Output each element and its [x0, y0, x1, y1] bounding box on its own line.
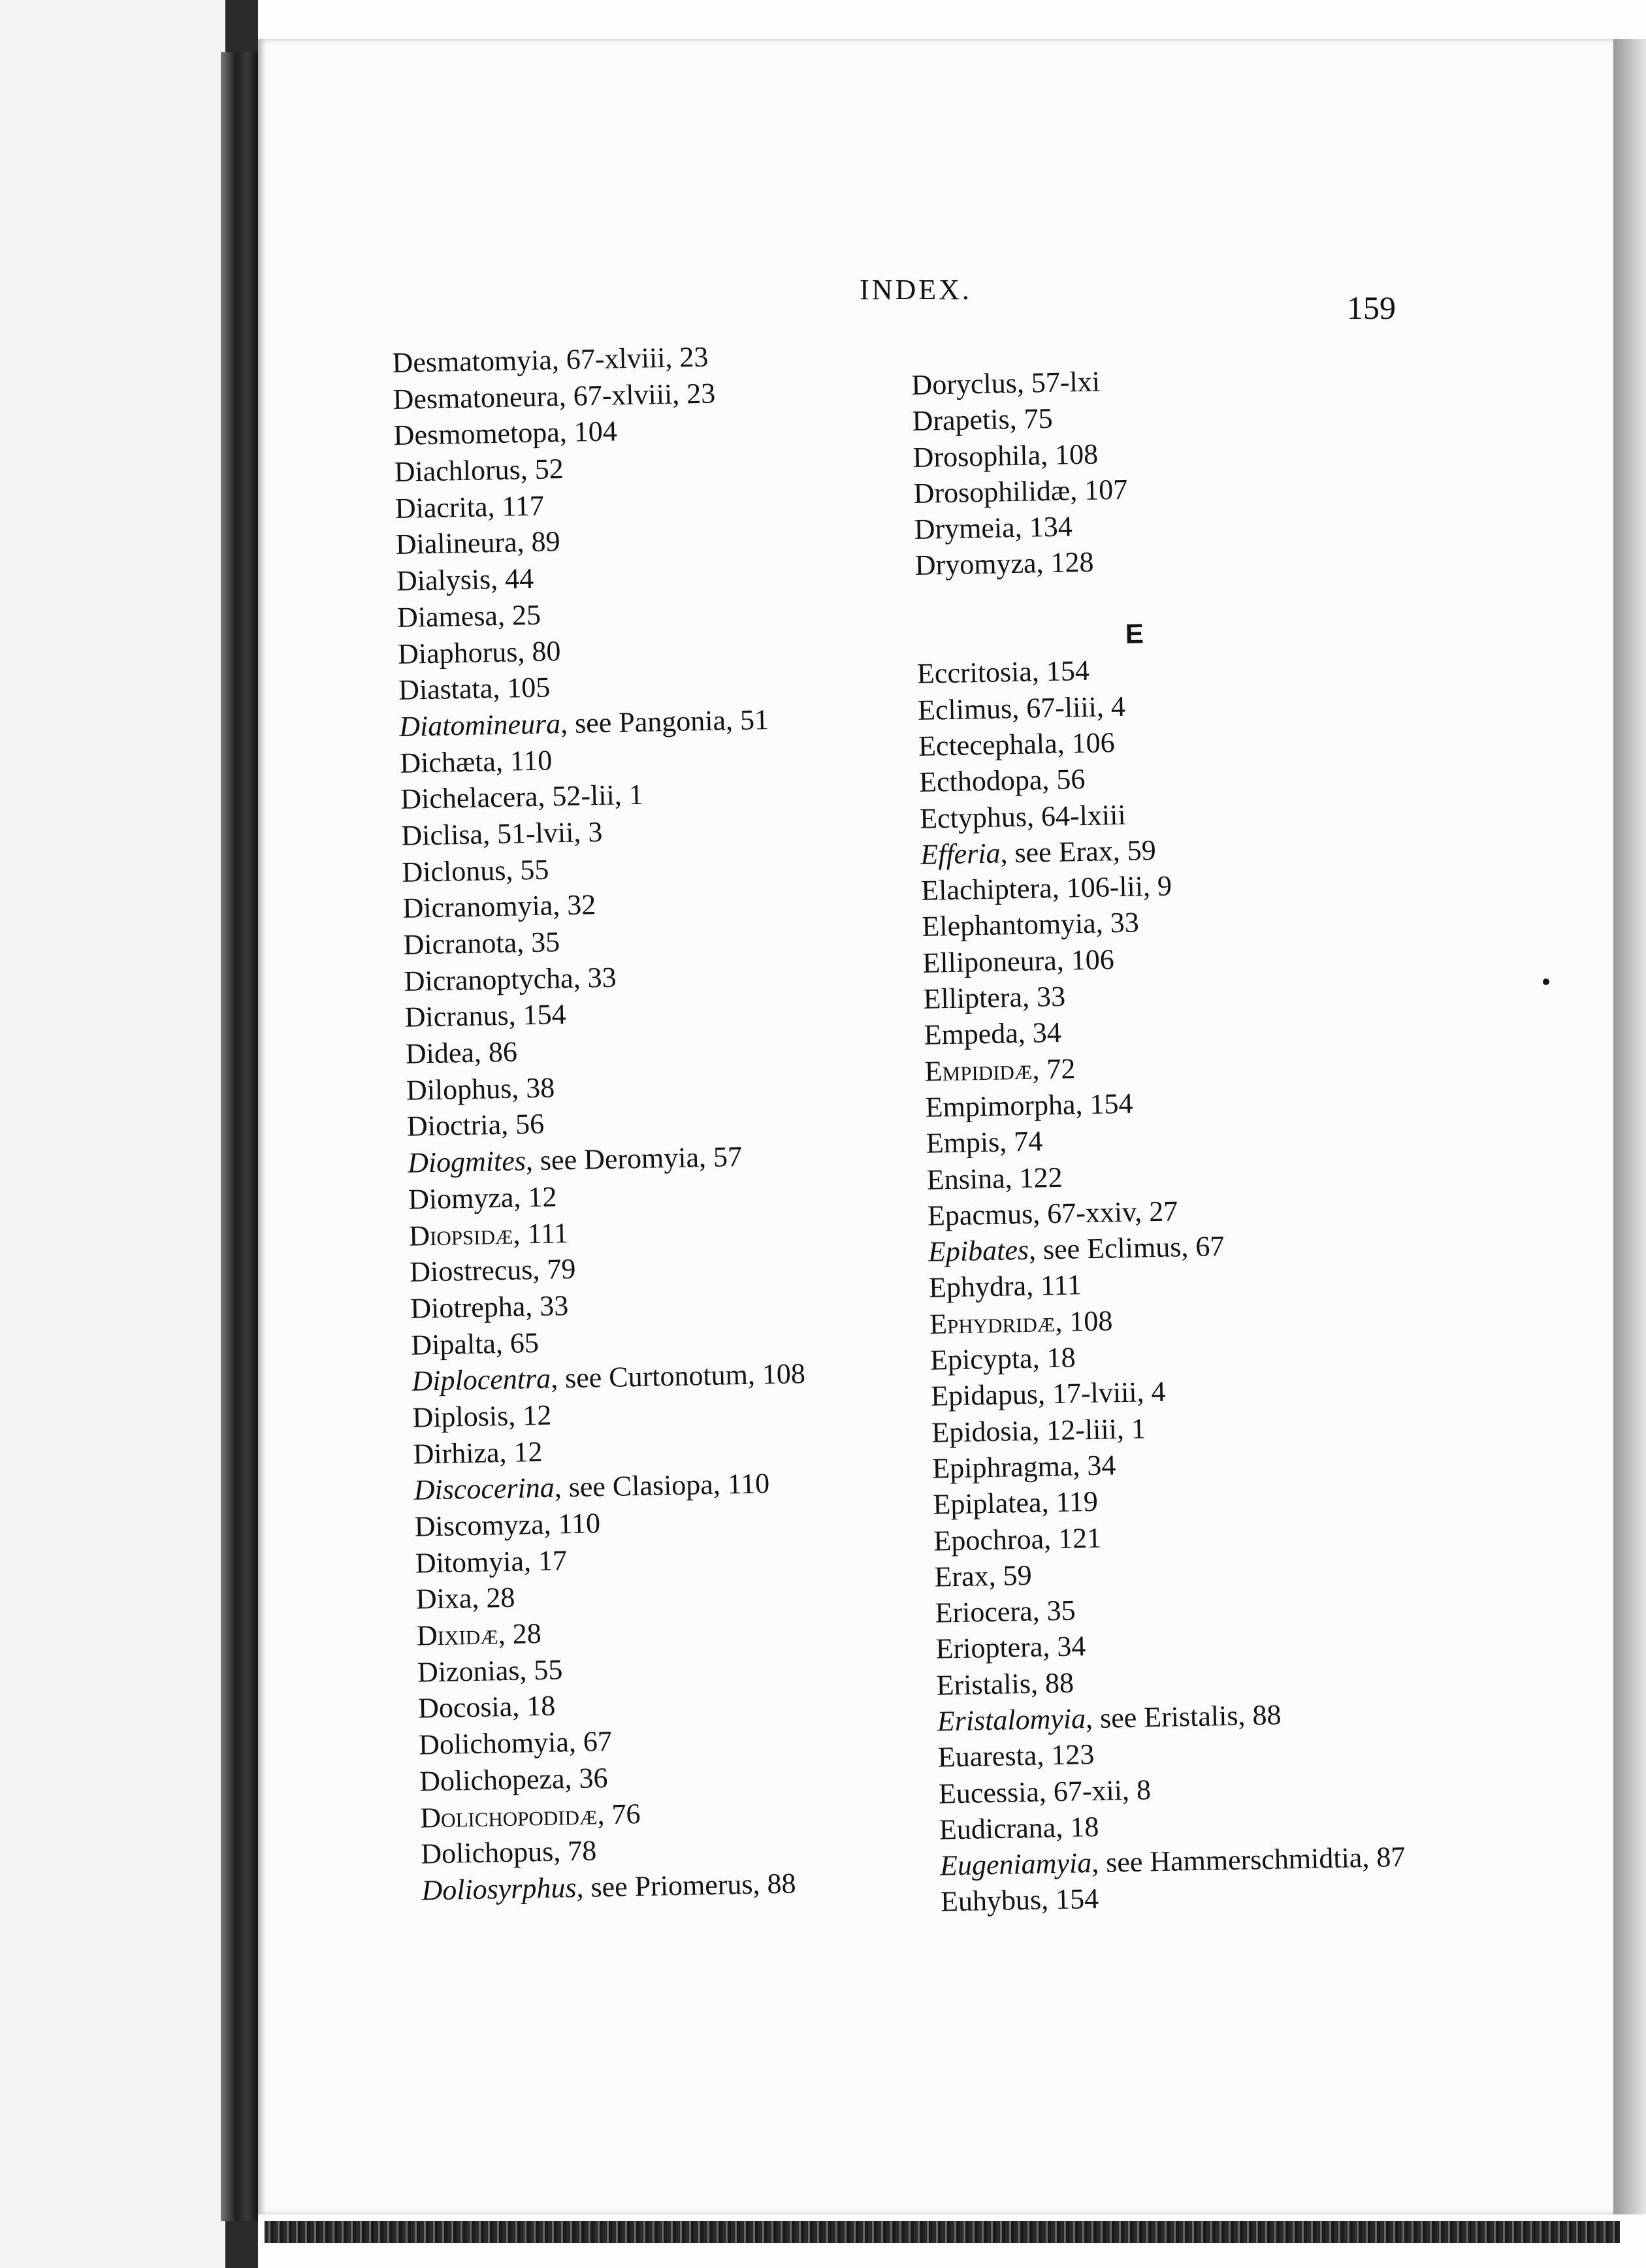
entry-name: Diacrita — [395, 490, 488, 525]
entry-name: Ecthodopa — [918, 764, 1042, 799]
entry-name: Epidapus — [930, 1378, 1039, 1413]
entry-reference: , 33 — [524, 1289, 569, 1323]
entry-name: Dicranoptycha — [404, 962, 574, 997]
entry-reference: , see Curtonotum, 108 — [550, 1357, 806, 1395]
entry-name: Eccritosia — [916, 655, 1033, 690]
entry-name: Discomyza — [414, 1508, 545, 1543]
entry-name: Diachlorus — [394, 453, 521, 489]
entry-name: Dicranomyia — [402, 889, 553, 925]
entry-name: Dixidæ — [416, 1618, 499, 1652]
entry-name: Dilophus — [406, 1072, 512, 1107]
entry-name: Empimorpha — [925, 1088, 1076, 1124]
entry-reference: , 67 — [568, 1725, 613, 1758]
entry-reference: , 17-lviii, 4 — [1037, 1376, 1166, 1410]
entry-name: Empididæ — [924, 1053, 1033, 1088]
entry-name: Epibates — [928, 1233, 1029, 1268]
entry-name: Doliosyrphus — [421, 1871, 577, 1907]
entry-name: Dolichopodidæ — [419, 1798, 598, 1834]
entry-reference: , 79 — [532, 1253, 576, 1286]
entry-reference: , 67-xlviii, 23 — [558, 377, 716, 412]
entry-reference: , 57-lxi — [1016, 365, 1101, 399]
entry-name: Diamesa — [396, 599, 498, 634]
entry-name: Ephydra — [928, 1270, 1027, 1304]
entry-reference: , 65 — [495, 1326, 540, 1359]
entry-reference: , 67-xxiv, 27 — [1032, 1195, 1178, 1230]
entry-name: Didea — [405, 1036, 475, 1070]
entry-name: Epochroa — [933, 1522, 1044, 1557]
entry-name: Diomyza — [408, 1181, 514, 1216]
entry-name: Dialineura — [395, 526, 518, 561]
entry-name: Euaresta — [937, 1739, 1037, 1774]
entry-reference: , 18 — [1032, 1341, 1076, 1374]
entry-name: Eudicrana — [939, 1811, 1056, 1846]
page-number: 159 — [1347, 289, 1396, 326]
entry-reference: , 28 — [471, 1581, 515, 1615]
entry-reference: , 64-lxiii — [1026, 798, 1127, 833]
entry-reference: , 110 — [495, 743, 553, 777]
entry-name: Dolichopeza — [419, 1762, 565, 1798]
entry-name: Eristalis — [936, 1667, 1031, 1702]
entry-reference: , 55 — [519, 1653, 563, 1687]
entry-name: Ephydridæ — [929, 1305, 1056, 1340]
entry-name: Diplosis — [412, 1399, 509, 1434]
entry-name: Dialysis — [396, 563, 491, 598]
entry-reference: , 34 — [1072, 1449, 1116, 1482]
entry-reference: , 154 — [1041, 1883, 1099, 1917]
entry-reference: , see Eristalis, 88 — [1085, 1698, 1282, 1735]
entry-reference: , 106 — [1056, 943, 1115, 977]
entry-name: Drymeia — [914, 511, 1016, 546]
entry-reference: , 89 — [517, 525, 561, 559]
entry-name: Drapetis — [912, 403, 1010, 438]
entry-name: Dipalta — [410, 1327, 496, 1361]
index-column-left — [392, 336, 905, 1909]
entry-name: Doryclus — [911, 366, 1018, 401]
entry-reference: , 106 — [1057, 726, 1116, 760]
scan-margin-top — [258, 0, 1646, 40]
entry-name: Dichelacera — [400, 781, 538, 816]
entry-name: Dizonias — [417, 1654, 520, 1689]
entry-name: Docosia — [417, 1691, 513, 1725]
entry-name: Diopsidæ — [408, 1218, 513, 1252]
entry-reference: , 35 — [516, 926, 560, 959]
entry-reference: , 59 — [988, 1559, 1033, 1592]
entry-reference: , 111 — [1025, 1269, 1082, 1303]
entry-name: Efferia — [920, 837, 1001, 871]
entry-name: Diatomineura — [398, 707, 561, 743]
entry-reference: , 33 — [1095, 906, 1140, 940]
entry-reference: , 56 — [1041, 763, 1086, 796]
entry-reference: , 72 — [1031, 1052, 1076, 1086]
entry-name: Elachiptera — [920, 872, 1053, 907]
index-column-right — [911, 359, 1406, 1920]
entry-reference: , 67-liii, 4 — [1011, 690, 1126, 724]
entry-reference: , 25 — [497, 598, 541, 632]
entry-name: Elliponeura — [922, 944, 1057, 979]
entry-reference: , 55 — [505, 853, 549, 886]
entry-reference: , 121 — [1043, 1521, 1102, 1555]
entry-reference: , 74 — [999, 1125, 1043, 1158]
entry-name: Euhybus — [940, 1884, 1042, 1919]
entry-name: Empeda — [924, 1017, 1019, 1052]
entry-reference: , 44 — [490, 562, 534, 596]
entry-reference: , 104 — [559, 415, 618, 449]
entry-reference: , 56 — [500, 1108, 545, 1141]
entry-name: Desmatomyia — [392, 344, 553, 379]
entry-name: Discocerina — [413, 1471, 555, 1506]
entry-reference: , 117 — [487, 489, 545, 523]
entry-reference: , 67-xlviii, 23 — [551, 340, 709, 376]
entry-name: Eucessia — [938, 1775, 1040, 1810]
entry-reference: , 18 — [511, 1690, 556, 1723]
entry-reference: , 123 — [1036, 1738, 1095, 1772]
entry-reference: , 67-xii, 8 — [1039, 1773, 1152, 1808]
entry-name: Eristalomyia — [937, 1702, 1086, 1738]
entry-reference: , 33 — [573, 961, 617, 994]
entry-reference: , 35 — [1032, 1594, 1076, 1627]
entry-reference: , 75 — [1009, 402, 1054, 436]
entry-reference: , 105 — [492, 671, 551, 705]
entry-name: Erax — [934, 1559, 990, 1593]
entry-name: Diastata — [398, 672, 493, 707]
entry-name: Diaphorus — [397, 635, 518, 670]
entry-name: Epidosia — [931, 1414, 1033, 1449]
entry-reference: , 86 — [474, 1035, 518, 1069]
entry-reference: , 108 — [1040, 438, 1099, 471]
entry-name: Desmatoneura — [393, 380, 560, 415]
entry-reference: , 128 — [1036, 546, 1094, 579]
entry-name: Epacmus — [927, 1197, 1033, 1232]
entry-name: Diogmites — [407, 1144, 526, 1179]
entry-name: Eclimus — [917, 692, 1012, 726]
entry-name: Epiphragma — [931, 1450, 1073, 1485]
entry-reference: , 12 — [513, 1180, 557, 1214]
entry-name: Dolichopus — [420, 1835, 554, 1870]
entry-name: Ditomyia — [415, 1545, 524, 1580]
entry-reference: , 107 — [1069, 473, 1128, 507]
entry-name: Erioptera — [935, 1630, 1043, 1666]
ink-speck — [1543, 979, 1549, 985]
entry-reference: , 28 — [498, 1617, 542, 1651]
entry-reference: , 32 — [552, 888, 596, 922]
entry-reference: , 12-liii, 1 — [1031, 1412, 1146, 1447]
entry-name: Dolichomyia — [418, 1726, 570, 1761]
book-gutter — [221, 52, 259, 2221]
entry-name: Diclonus — [402, 854, 506, 888]
entry-reference: , 110 — [543, 1507, 601, 1540]
entry-reference: , 34 — [1042, 1630, 1086, 1663]
entry-reference: , 34 — [1018, 1016, 1062, 1050]
entry-reference: , 52 — [520, 453, 564, 486]
section-letter: E — [1125, 618, 1144, 649]
entry-reference: , 111 — [512, 1216, 569, 1250]
entry-name: Epiplatea — [932, 1486, 1042, 1521]
entry-reference: , 38 — [511, 1071, 555, 1105]
entry-name: Ectecephala — [918, 727, 1058, 762]
entry-name: Drosophila — [912, 438, 1041, 474]
entry-name: Ectyphus — [919, 800, 1027, 835]
entry-reference: , 122 — [1005, 1161, 1063, 1194]
entry-name: Empis — [926, 1126, 1000, 1160]
entry-reference: , see Erax, 59 — [1000, 834, 1157, 869]
entry-reference: , see Deromyia, 57 — [525, 1141, 743, 1177]
entry-name: Eriocera — [935, 1595, 1033, 1629]
facing-page — [0, 0, 225, 2268]
entry-name: Dioctria — [406, 1109, 502, 1143]
entry-reference: , 134 — [1014, 510, 1073, 544]
entry-name: Desmometopa — [393, 416, 560, 452]
entry-name: Dryomyza — [914, 547, 1037, 582]
entry-name: Elliptera — [923, 980, 1023, 1015]
entry-reference: , see Clasiopa, 110 — [554, 1467, 770, 1504]
scan-margin-bottom — [258, 2214, 1646, 2268]
entry-reference: , 12 — [508, 1399, 552, 1432]
entry-name: Dichæta — [399, 745, 496, 779]
entry-reference: , 52-lii, 1 — [537, 778, 644, 813]
entry-name: Ensina — [926, 1162, 1006, 1196]
entry-reference: , 108 — [1054, 1304, 1113, 1338]
entry-name: Epicypta — [929, 1342, 1033, 1376]
entry-name: Drosophilidæ — [913, 474, 1071, 510]
entry-name: Diplocentra — [411, 1362, 551, 1397]
entry-reference: , 80 — [517, 634, 561, 668]
entry-reference: , 33 — [1022, 980, 1066, 1013]
entry-reference: , 17 — [523, 1544, 568, 1578]
page-edge-bottom — [265, 2221, 1620, 2243]
entry-name: Dixa — [415, 1582, 472, 1616]
entry-reference: , 36 — [564, 1761, 608, 1795]
entry-name: Diotrepha — [410, 1290, 526, 1325]
entry-name: Dicranota — [403, 926, 517, 961]
entry-reference: , see Hammerschmidtia, 87 — [1091, 1841, 1406, 1879]
running-head: INDEX. — [860, 274, 972, 306]
entry-name: Eugeniamyia — [939, 1847, 1092, 1882]
entry-reference: , 154 — [1031, 655, 1090, 688]
entry-reference: , 12 — [499, 1435, 543, 1468]
entry-name: Elephantomyia — [921, 907, 1097, 943]
entry-reference: , 76 — [596, 1797, 641, 1830]
entry-reference: , 106-lii, 9 — [1052, 869, 1172, 905]
entry-reference: , 51-lvii, 3 — [482, 815, 603, 850]
entry-reference: , 119 — [1041, 1485, 1099, 1519]
entry-name: Diclisa — [400, 818, 483, 852]
entry-reference: , see Pangonia, 51 — [560, 703, 769, 740]
entry-name: Dirhiza — [413, 1436, 500, 1470]
entry-name: Diostrecus — [409, 1254, 533, 1288]
index-entry — [941, 1877, 1333, 1920]
entry-reference: , 18 — [1055, 1810, 1099, 1844]
entry-reference: , see Eclimus, 67 — [1028, 1230, 1225, 1266]
entry-reference: , 88 — [1030, 1666, 1074, 1700]
entry-reference: , 154 — [508, 998, 567, 1032]
page-edge-right — [1613, 39, 1646, 2214]
entry-reference: , see Priomerus, 88 — [576, 1867, 796, 1904]
entry-reference: , 78 — [553, 1834, 597, 1868]
entry-name: Dicranus — [404, 999, 509, 1034]
entry-reference: , 154 — [1074, 1087, 1133, 1121]
